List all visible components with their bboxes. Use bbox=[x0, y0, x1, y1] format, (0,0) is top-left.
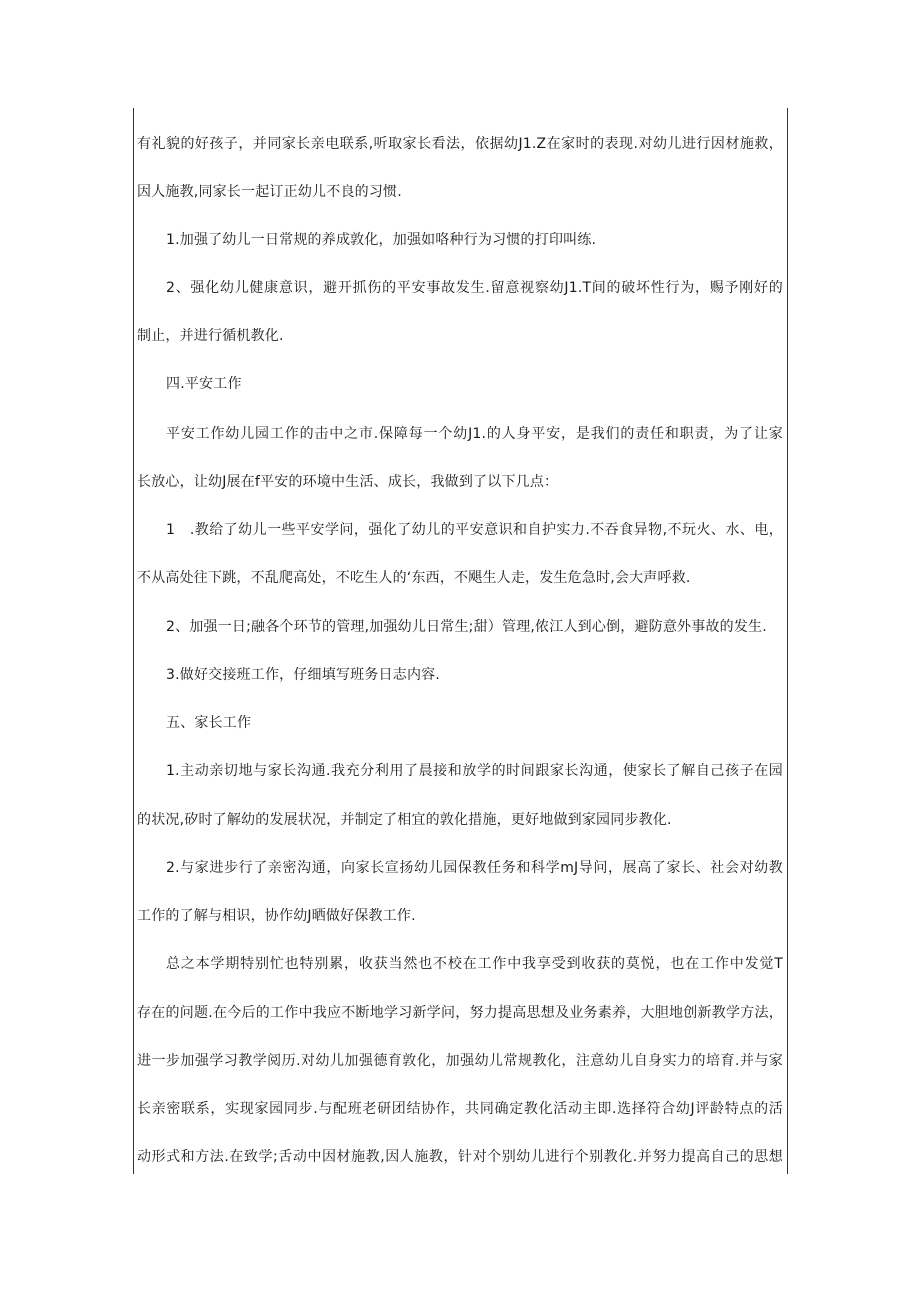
paragraph-line: 长放心，让幼J展在f平安的环境中生活、成长，我做到了以下几点： bbox=[137, 474, 559, 490]
paragraph-line: 有礼貌的好孩子，并同家长亲电联系,听取家长看法，依据幼J1.Z在家时的表现.对幼儿进行因材施救， bbox=[137, 136, 783, 152]
paragraph-line: 不从高处往下跳，不乱爬高处，不吃生人的‘东西，不飓生人走，发生危急时,会大声呼救. bbox=[137, 570, 691, 586]
section-heading: 四.平安工作 bbox=[166, 376, 242, 392]
paragraph-line: 因人施教,同家长一起订正幼儿不良的习惯. bbox=[137, 184, 402, 200]
paragraph-line: 动形式和方法.在致学;舌动中因材施教,因人施教，针对个别幼儿进行个别教化.并努力提高自己的思想 bbox=[137, 1149, 783, 1165]
paragraph-line: 存在的问题.在今后的工作中我应不断地学习新学问，努力提高思想及业务素养，大胆地创新教学方法， bbox=[137, 1005, 783, 1021]
list-item: 2.与家进步行了亲密沟通，向家长宣扬幼儿园保教任务和科学mJ导问，展高了家长、社会对幼教 bbox=[166, 860, 783, 876]
list-item: 1 .教给了幼儿一些平安学问，强化了幼儿的平安意识和自护实力.不吞食异物,不玩火、水、电， bbox=[166, 522, 783, 538]
paragraph-line: 平安工作幼儿园工作的击中之市.保障每一个幼J1.的人身平安，是我们的责任和职责，为了让家 bbox=[166, 426, 783, 442]
list-item: 2、加强一日;融各个环节的管理,加强幼儿日常生;甜）管理,侬江人到心倒，避防意外事故的发生. bbox=[166, 619, 767, 635]
paragraph-line: 制止，并进行循机教化. bbox=[137, 328, 284, 344]
paragraph-line: 的状况,矽时了解幼的发展状况，并制定了相宜的敦化措施，更好地做到家园同步教化. bbox=[137, 812, 672, 828]
list-item: 2、强化幼儿健康意识，避开抓伤的平安事故发生.留意视察幼J1.T间的破坏性行为，赐予刚好的 bbox=[166, 280, 783, 296]
paragraph-line: 总之本学期特别忙也特别累，收获当然也不校在工作中我享受到收获的莫悦，也在工作中发觉T bbox=[166, 956, 783, 972]
section-heading: 五、家长工作 bbox=[166, 715, 252, 731]
paragraph-line: 长亲密联系，实现家园同步.与配班老研团结协作，共同确定教化活动主即.选择符合幼J评龄特点的活 bbox=[137, 1101, 783, 1117]
list-item: 3.做好交接班工作，仔细填写班务日志内容. bbox=[166, 667, 441, 683]
right-margin-rule bbox=[787, 108, 788, 1174]
list-item: 1.主动亲切地与家长沟通.我充分利用了晨接和放学的时间跟家长沟通，使家长了解自己孩子在园 bbox=[166, 763, 783, 779]
list-item: 1.加强了幼儿一日常规的养成敦化，加强如咯种行为习惯的打印叫练. bbox=[166, 232, 597, 248]
paragraph-line: 工作的了解与相识，协作幼J晒做好保教工作. bbox=[137, 908, 416, 924]
paragraph-line: 进一步加强学习教学阅历.对幼儿加强德育敦化，加强幼儿常规教化，注意幼儿自身实力的培育.并与家 bbox=[137, 1053, 783, 1069]
left-margin-rule bbox=[133, 108, 134, 1174]
